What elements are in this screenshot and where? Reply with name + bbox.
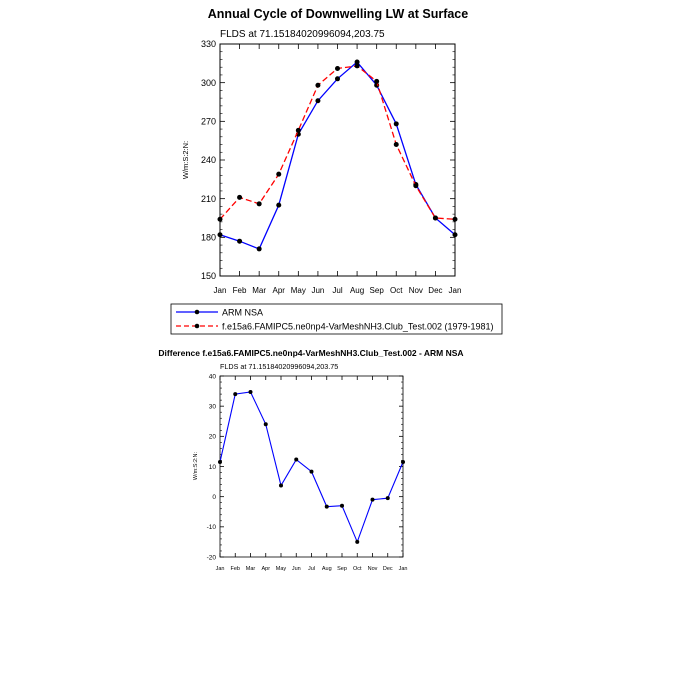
legend-marker-model <box>195 324 200 329</box>
top-chart-series-1-point <box>394 142 399 147</box>
top-chart-xtick-label: Jun <box>311 286 325 295</box>
top-chart-xtick-label: Aug <box>349 286 365 295</box>
bottom-chart-series-0-point <box>264 422 268 426</box>
bottom-chart-ytick-label: 10 <box>208 463 216 471</box>
top-chart-series-1-line <box>220 66 455 219</box>
bottom-chart-xtick-label: Oct <box>352 566 362 572</box>
legend-label-arm-nsa: ARM NSA <box>222 307 264 318</box>
top-chart-series-1-point <box>413 183 418 188</box>
bottom-chart-series-0-point <box>386 496 390 500</box>
bottom-chart-subtitle: FLDS at 71.15184020996094,203.75 <box>220 362 339 371</box>
bottom-chart-xtick-label: Jan <box>215 566 225 572</box>
difference-chart <box>158 348 463 572</box>
top-chart-series-0-point <box>335 76 340 81</box>
top-chart-series-1-point <box>276 172 281 177</box>
bottom-chart-series-0-line <box>220 392 403 542</box>
bottom-chart-plot-frame <box>220 376 403 557</box>
bottom-chart-series-0-point <box>401 460 405 464</box>
top-chart-xtick-label: Mar <box>252 286 267 295</box>
top-chart-ytick-label: 330 <box>200 39 216 50</box>
bottom-chart-xtick-label: May <box>275 566 287 572</box>
top-chart-ytick-label: 270 <box>200 116 216 127</box>
top-chart-xtick-label: Nov <box>408 286 423 295</box>
bottom-chart-xtick-label: Jan <box>398 566 408 572</box>
top-chart-series-0-point <box>394 121 399 126</box>
bottom-chart-ytick-label: 0 <box>212 493 216 501</box>
bottom-chart-ytick-label: -20 <box>206 554 216 562</box>
legend-label-model: f.e15a6.FAMIPC5.ne0np4-VarMeshNH3.Club_Test.002 (1979-1981) <box>222 321 494 332</box>
bottom-chart-ytick-label: 40 <box>208 373 216 381</box>
top-chart-ytick-label: 300 <box>200 77 216 88</box>
bottom-chart-series-0-point <box>233 392 237 396</box>
top-chart-xtick-label: Feb <box>232 286 247 295</box>
bottom-chart-series-0-point <box>294 458 298 462</box>
top-chart-series-1-point <box>218 217 223 222</box>
top-chart-series-0-point <box>315 98 320 103</box>
bottom-chart-series-0-point <box>279 484 283 488</box>
top-chart-series-1-point <box>315 83 320 88</box>
top-chart-series-0-point <box>257 246 262 251</box>
top-chart-subtitle: FLDS at 71.15184020996094,203.75 <box>220 29 385 40</box>
bottom-chart-series-0-point <box>310 470 314 474</box>
legend-marker-arm-nsa <box>195 310 200 315</box>
top-chart-title: Annual Cycle of Downwelling LW at Surface <box>207 7 469 21</box>
top-chart-series-1-point <box>257 201 262 206</box>
bottom-chart-xtick-label: Dec <box>382 566 393 572</box>
bottom-chart-xtick-label: Mar <box>245 566 256 572</box>
top-chart-xtick-label: Oct <box>390 286 403 295</box>
top-chart-series-0-point <box>237 239 242 244</box>
bottom-chart-series-0-point <box>355 540 359 544</box>
top-chart-series-0-point <box>276 203 281 208</box>
bottom-chart-xtick-label: Jul <box>307 566 316 572</box>
top-chart-ytick-label: 210 <box>200 193 216 204</box>
bottom-chart-xtick-label: Aug <box>321 566 332 572</box>
bottom-chart-series-0-point <box>371 498 375 502</box>
top-chart-series-1-point <box>374 79 379 84</box>
bottom-chart-xtick-label: Jun <box>291 566 301 572</box>
bottom-chart-xtick-label: Sep <box>337 566 347 572</box>
top-chart-xtick-label: May <box>290 286 306 295</box>
top-chart-xtick-label: Apr <box>272 286 285 295</box>
top-chart-xtick-label: Sep <box>369 286 384 295</box>
top-chart-series-1-point <box>355 63 360 68</box>
top-chart-series-1-point <box>453 217 458 222</box>
bottom-chart-xtick-label: Feb <box>230 566 240 572</box>
bottom-chart-ylabel: W/m:S:2:N: <box>193 451 199 481</box>
top-chart-xtick-label: Jan <box>213 286 227 295</box>
top-chart-series-0-point <box>218 232 223 237</box>
top-chart-series-1-point <box>335 66 340 71</box>
bottom-chart-series-0-point <box>325 505 329 509</box>
top-chart-series-1-point <box>433 216 438 221</box>
bottom-chart-series-0-point <box>218 460 222 464</box>
top-chart-series-1-point <box>237 195 242 200</box>
top-chart-series-1-point <box>296 128 301 133</box>
bottom-chart-series-0-point <box>340 504 344 508</box>
top-chart-series-0-point <box>453 232 458 237</box>
top-chart-xtick-label: Jul <box>332 286 343 295</box>
legend <box>171 304 502 334</box>
bottom-chart-xtick-label: Apr <box>261 566 271 572</box>
bottom-chart-ytick-label: -10 <box>206 524 216 532</box>
top-chart-ytick-label: 240 <box>200 155 216 166</box>
annual-cycle-chart <box>181 7 468 295</box>
top-chart-series-0-line <box>220 62 455 249</box>
top-chart-ytick-label: 150 <box>200 271 216 282</box>
bottom-chart-xtick-label: Nov <box>367 566 378 572</box>
bottom-chart-series-0-point <box>249 390 253 394</box>
bottom-chart-title: Difference f.e15a6.FAMIPC5.ne0np4-VarMeshNH3.Club_Test.002 - ARM NSA <box>158 348 464 358</box>
top-chart-xtick-label: Dec <box>428 286 443 295</box>
bottom-chart-ytick-label: 30 <box>208 403 216 411</box>
top-chart-xtick-label: Jan <box>448 286 462 295</box>
bottom-chart-ytick-label: 20 <box>208 433 216 441</box>
top-chart-ytick-label: 180 <box>200 232 216 243</box>
top-chart-ylabel: W/m:S:2:N: <box>181 140 190 180</box>
